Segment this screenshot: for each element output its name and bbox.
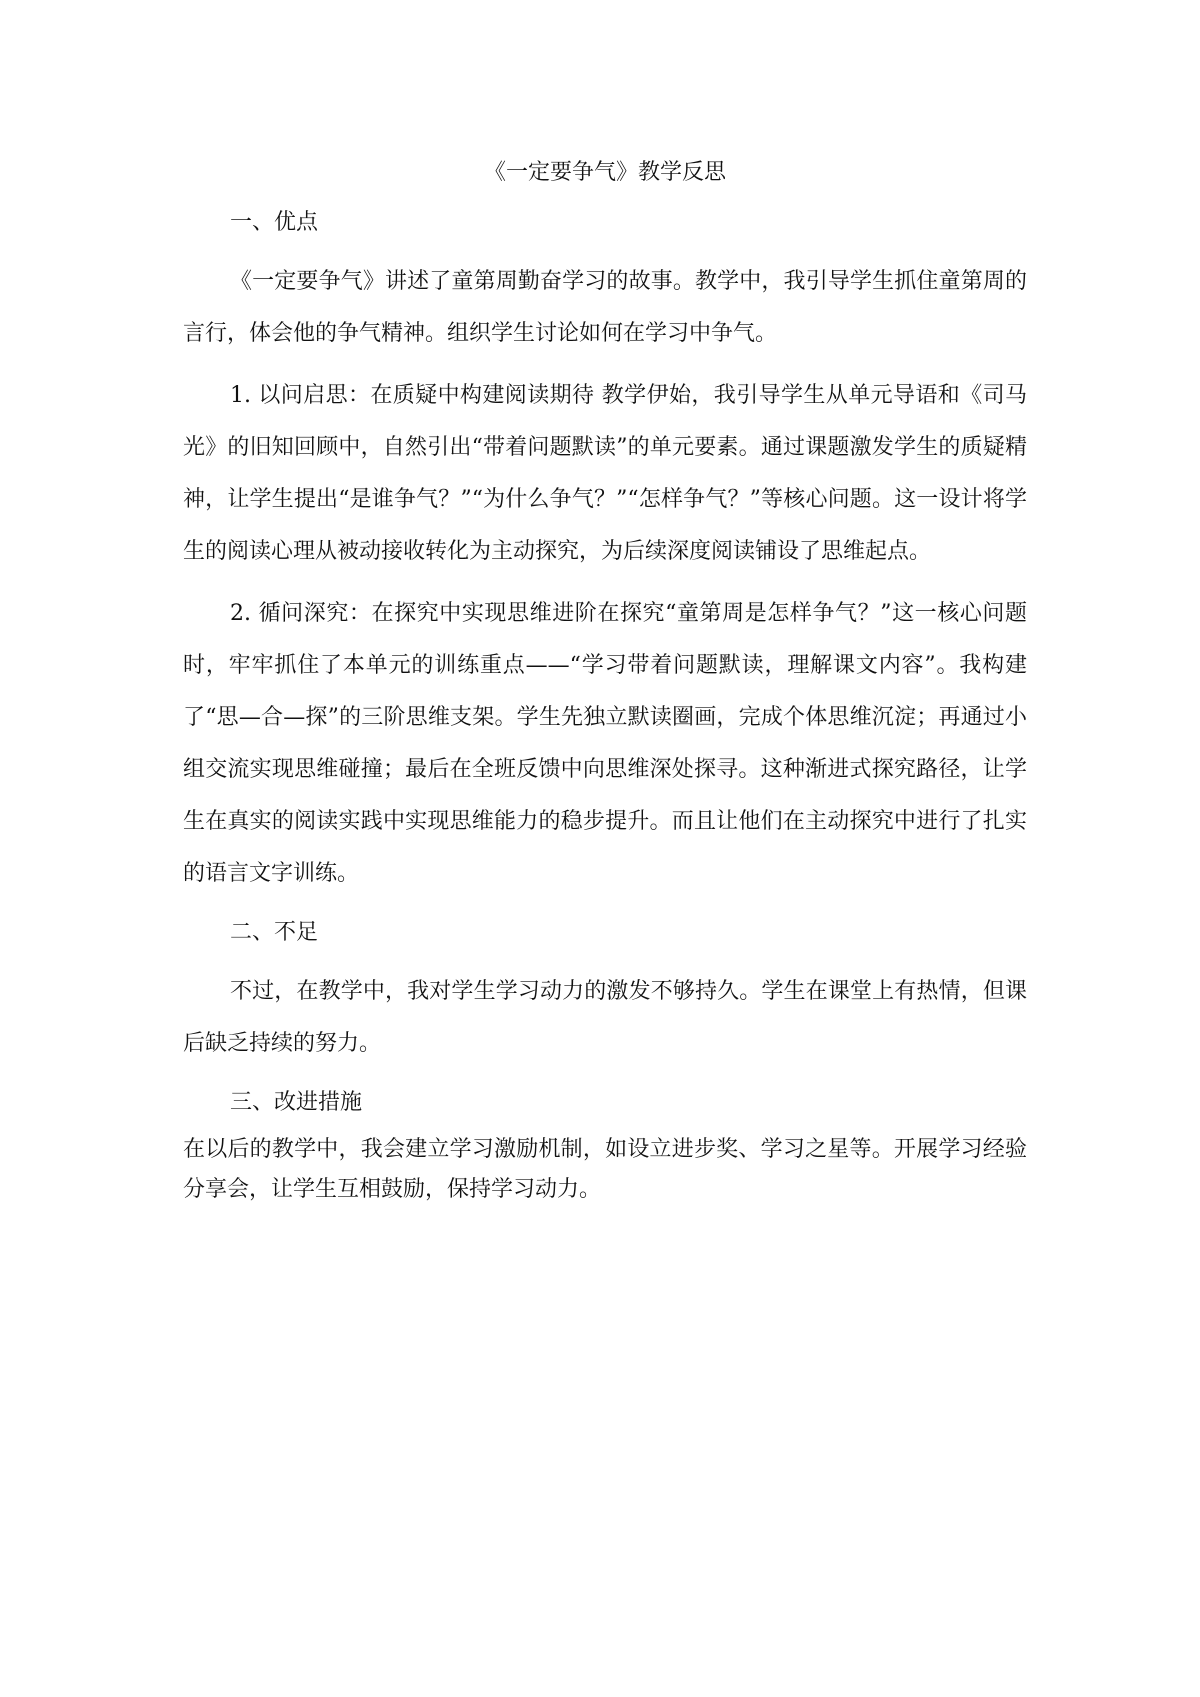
section-heading-improvements: 三、改进措施 [230,1090,363,1115]
paragraph-strengths-point-1: 1. 以问启思：在质疑中构建阅读期待 教学伊始，我引导学生从单元导语和《司马光》的旧知回顾中，自然引出“带着问题默读”的单元要素。通过课题激发学生的质疑精神，让学生提出“是谁争气？”“为什么争气？”“怎样争气？”等核心问题。这一设计将学生的阅读心理从被动接收转化为主动探究，为后续深度阅读铺设了思维起点。 [183,383,1027,564]
paragraph-strengths-point-2: 2. 循问深究：在探究中实现思维进阶在探究“童第周是怎样争气？”这一核心问题时，牢牢抓住了本单元的训练重点——“学习带着问题默读，理解课文内容”。我构建了“思—合—探”的三阶思维支架。学生先独立默读圈画，完成个体思维沉淀；再通过小组交流实现思维碰撞；最后在全班反馈中向思维深处探寻。这种渐进式探究路径，让学生在真实的阅读实践中实现思维能力的稳步提升。而且让他们在主动探究中进行了扎实的语言文字训练。 [183,601,1027,886]
section-heading-shortcomings: 二、不足 [230,920,319,945]
paragraph-improvements: 在以后的教学中，我会建立学习激励机制，如设立进步奖、学习之星等。开展学习经验分享会，让学生互相鼓励，保持学习动力。 [183,1137,1027,1202]
paragraph-shortcomings: 不过，在教学中，我对学生学习动力的激发不够持久。学生在课堂上有热情，但课后缺乏持续的努力。 [183,979,1027,1056]
paragraph-strengths-intro: 《一定要争气》讲述了童第周勤奋学习的故事。教学中，我引导学生抓住童第周的言行，体会他的争气精神。组织学生讨论如何在学习中争气。 [183,269,1027,346]
section-heading-strengths: 一、优点 [230,210,319,235]
document-body [183,150,1027,1220]
document-title: 《一定要争气》教学反思 [483,160,726,185]
